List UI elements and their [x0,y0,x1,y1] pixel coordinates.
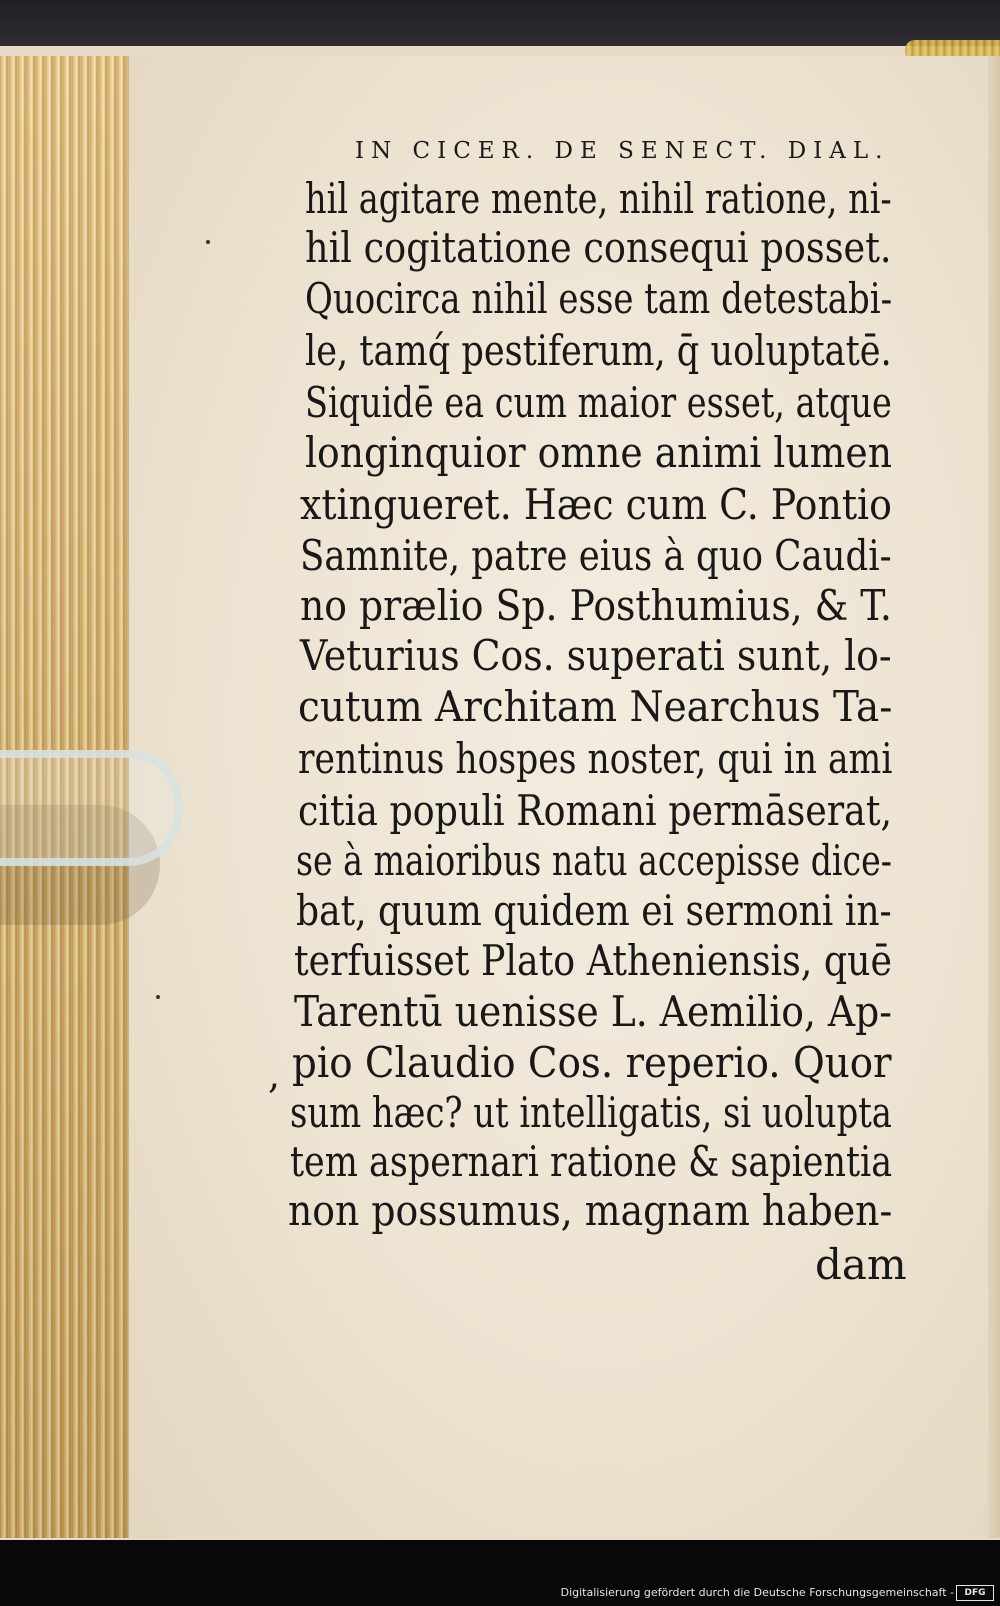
text-line: Quocirca nihil esse tam detestabi- [305,274,893,323]
running-header: IN CICER. DE SENECT. DIAL. [355,138,890,164]
margin-mark: , [268,1053,281,1097]
text-line: hil cogitatione consequi posset. [305,223,892,272]
text-line: terfuisset Plato Atheniensis, quē [294,936,893,985]
text-line: le, tamq́ pestiferum, q̄ uoluptatē. [305,326,892,375]
text-line: Tarentū uenisse L. Aemilio, Ap- [294,987,893,1036]
text-line: non possumus, magnam haben- [288,1186,893,1235]
text-line: tem aspernari ratione & sapientia [290,1137,893,1186]
text-line: cutum Architam Nearchus Ta- [298,682,893,731]
paper-speck [206,240,210,244]
digitization-credit: Digitalisierung gefördert durch die Deutsche Forschungsgemeinschaft - [560,1586,954,1599]
text-line: citia populi Romani permāserat, [298,786,893,835]
text-line: rentinus hospes noster, qui in ami [298,734,893,783]
text-line: xtingueret. Hæc cum C. Pontio [300,480,892,529]
text-line: bat, quum quidem ei sermoni in- [296,886,892,935]
top-background [0,0,1000,48]
paper-speck [156,995,160,999]
text-line: Veturius Cos. superati sunt, lo- [300,631,892,680]
page-right-edge [988,56,1000,1538]
text-line: se à maioribus natu accepisse dice- [296,836,892,885]
text-line: Siquidē ea cum maior esset, atque [305,378,892,427]
text-line: Samnite, patre eius à quo Caudi- [300,531,892,580]
text-line: no prælio Sp. Posthumius, & T. [300,581,892,630]
dfg-logo: DFG [956,1585,994,1601]
text-line: sum hæc? ut intelligatis, si uolupta [290,1088,892,1137]
text-line: hil agitare mente, nihil ratione, ni- [305,174,892,223]
text-line: longinquior omne animi lumen [305,428,892,477]
catchword: dam [815,1240,907,1289]
page-clip [0,750,183,866]
text-line: pio Claudio Cos. reperio. Quor [292,1038,892,1087]
